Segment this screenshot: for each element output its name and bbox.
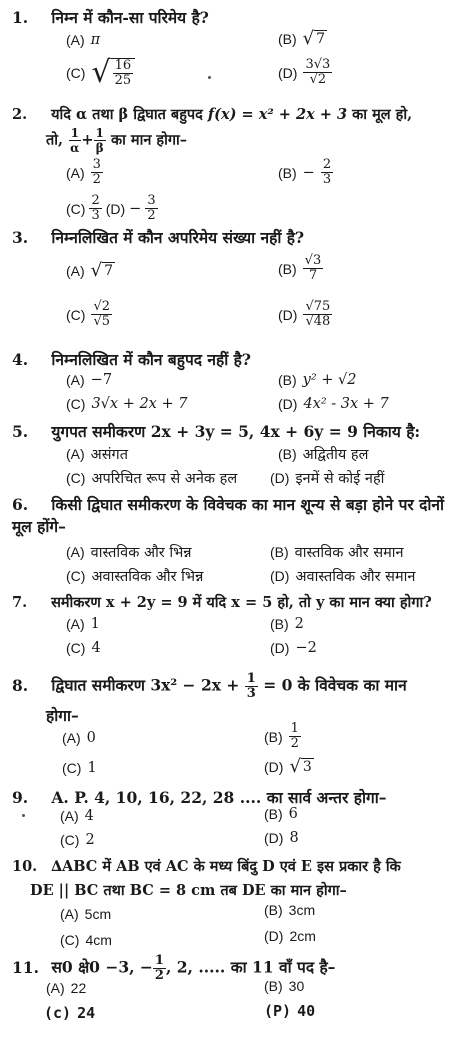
- option-a: (A) 0: [62, 730, 96, 746]
- option-b: (B) √ 7: [278, 28, 326, 49]
- question-8: 8. द्विघात समीकरण 3x² − 2x + $\frac{1}{3}$ = 0 के विवेचक का मान: [12, 671, 407, 701]
- option-d: (D) −2: [270, 640, 317, 656]
- question-4: 4. निम्नलिखित में कौन बहुपद नहीं है?: [12, 350, 251, 369]
- option-b: (B) 3cm: [264, 902, 316, 918]
- question-9: 9. A. P. 4, 10, 16, 22, 28 .... का सार्व अन्तर होगा–: [12, 788, 387, 807]
- question-text: निम्न में कौन-सा परिमेय है?: [51, 8, 209, 27]
- question-6: 6. किसी द्विघात समीकरण के विवेचक का मान शून्य से बड़ा होने पर दोनों मूल होंगे–: [12, 495, 445, 536]
- option-a: (A) −7: [66, 372, 113, 388]
- sqrt-expression: √ 7: [302, 28, 326, 49]
- option-b: (B) अद्वितीय हल: [278, 446, 369, 463]
- question-10: 10. ∆ABC में AB एवं AC के मध्य बिंदु D एवं E इस प्रकार है कि: [12, 858, 401, 875]
- option-d: (D) $\frac{√75}{√48}$: [278, 299, 331, 329]
- option-d: (D) इनमें से कोई नहीं: [270, 470, 385, 487]
- option-c-d: (C) $\frac{2}{3}$ (D) − $\frac{3}{2}$: [66, 193, 156, 223]
- option-b: (B) 6: [264, 806, 298, 822]
- option-d: (D) 2cm: [264, 928, 316, 944]
- option-a: (A) 1: [66, 616, 100, 632]
- option-b: (B) 30: [264, 978, 305, 994]
- option-b: (B) y² + √2: [278, 372, 357, 388]
- option-a: (A) 5cm: [60, 906, 112, 922]
- question-11: 11. स0 क्षे0 −3, − $\frac{1}{2}$ , 2, ..... का 11 वाँ पद है–: [12, 953, 336, 983]
- stray-dot: [208, 76, 211, 79]
- option-c: (C) 4: [66, 640, 101, 656]
- stray-dot: [22, 814, 25, 817]
- option-b: (B) $\frac{1}{2}$: [264, 721, 299, 751]
- option-c: (C) अपरिचित रूप से अनेक हल: [66, 470, 238, 487]
- option-c: (C) अवास्तविक और भिन्न: [66, 568, 204, 585]
- question-10-line-2: DE || BC तथा BC = 8 cm तब DE का मान होगा–: [30, 882, 347, 899]
- question-8-line-2: होगा–: [46, 706, 79, 725]
- question-1: [12, 6, 466, 28]
- option-c: (C) 4cm: [60, 932, 112, 948]
- option-a: (A) $\frac{3}{2}$: [66, 157, 101, 187]
- question-5: 5. युगपत समीकरण 2x + 3y = 5, 4x + 6y = 9 निकाय है:: [12, 422, 421, 441]
- option-a: (A) 22: [46, 980, 87, 996]
- sqrt-fraction: √ $\frac{16}{25}$: [91, 58, 135, 88]
- option-d: (D) √ 3: [264, 756, 312, 777]
- option-a: (A) √ 7: [66, 260, 114, 281]
- option-c: (C) 1: [62, 760, 97, 776]
- question-3: 3. निम्नलिखित में कौन अपरिमेय संख्या नहीं है?: [12, 228, 305, 247]
- option-a: (A) π: [66, 32, 101, 48]
- option-c: (C) 3√x + 2x + 7: [66, 396, 188, 412]
- option-b: (B) − $\frac{2}{3}$: [278, 157, 332, 187]
- option-d: (D) 8: [264, 830, 299, 846]
- option-d: (D) अवास्तविक और समान: [270, 568, 416, 585]
- option-d: (D) $\frac{3√3}{√2}$: [278, 57, 331, 87]
- option-c: (C) 2: [60, 832, 95, 848]
- option-b: (B) $\frac{√3}{7}$: [278, 253, 322, 283]
- option-d: (D) 4x² - 3x + 7: [278, 396, 389, 412]
- option-b: (B) 2: [270, 616, 304, 632]
- option-c: (C) √ $\frac{16}{25}$: [66, 58, 135, 88]
- option-d-handwritten: (P) 40: [264, 1002, 316, 1020]
- option-c-handwritten: (c) 24: [44, 1004, 96, 1022]
- option-a: (A) असंगत: [66, 446, 128, 463]
- option-a: (A) 4: [60, 808, 94, 824]
- question-2-line-2: तो, $\frac{1}{\alpha}$ + $\frac{1}{\beta}$ का मान होगा–: [46, 126, 188, 155]
- option-a: (A) वास्तविक और भिन्न: [66, 544, 192, 561]
- option-b: (B) वास्तविक और समान: [270, 544, 404, 561]
- question-number: 1.: [12, 8, 29, 27]
- question-7: 7. समीकरण x + 2y = 9 में यदि x = 5 हो, तो y का मान क्या होगा?: [12, 594, 432, 611]
- question-2: 2. यदि α तथा β द्विघात बहुपद f(x) = x² + 2x + 3 का मूल हो,: [12, 106, 413, 123]
- option-c: (C) $\frac{√2}{√5}$: [66, 299, 110, 329]
